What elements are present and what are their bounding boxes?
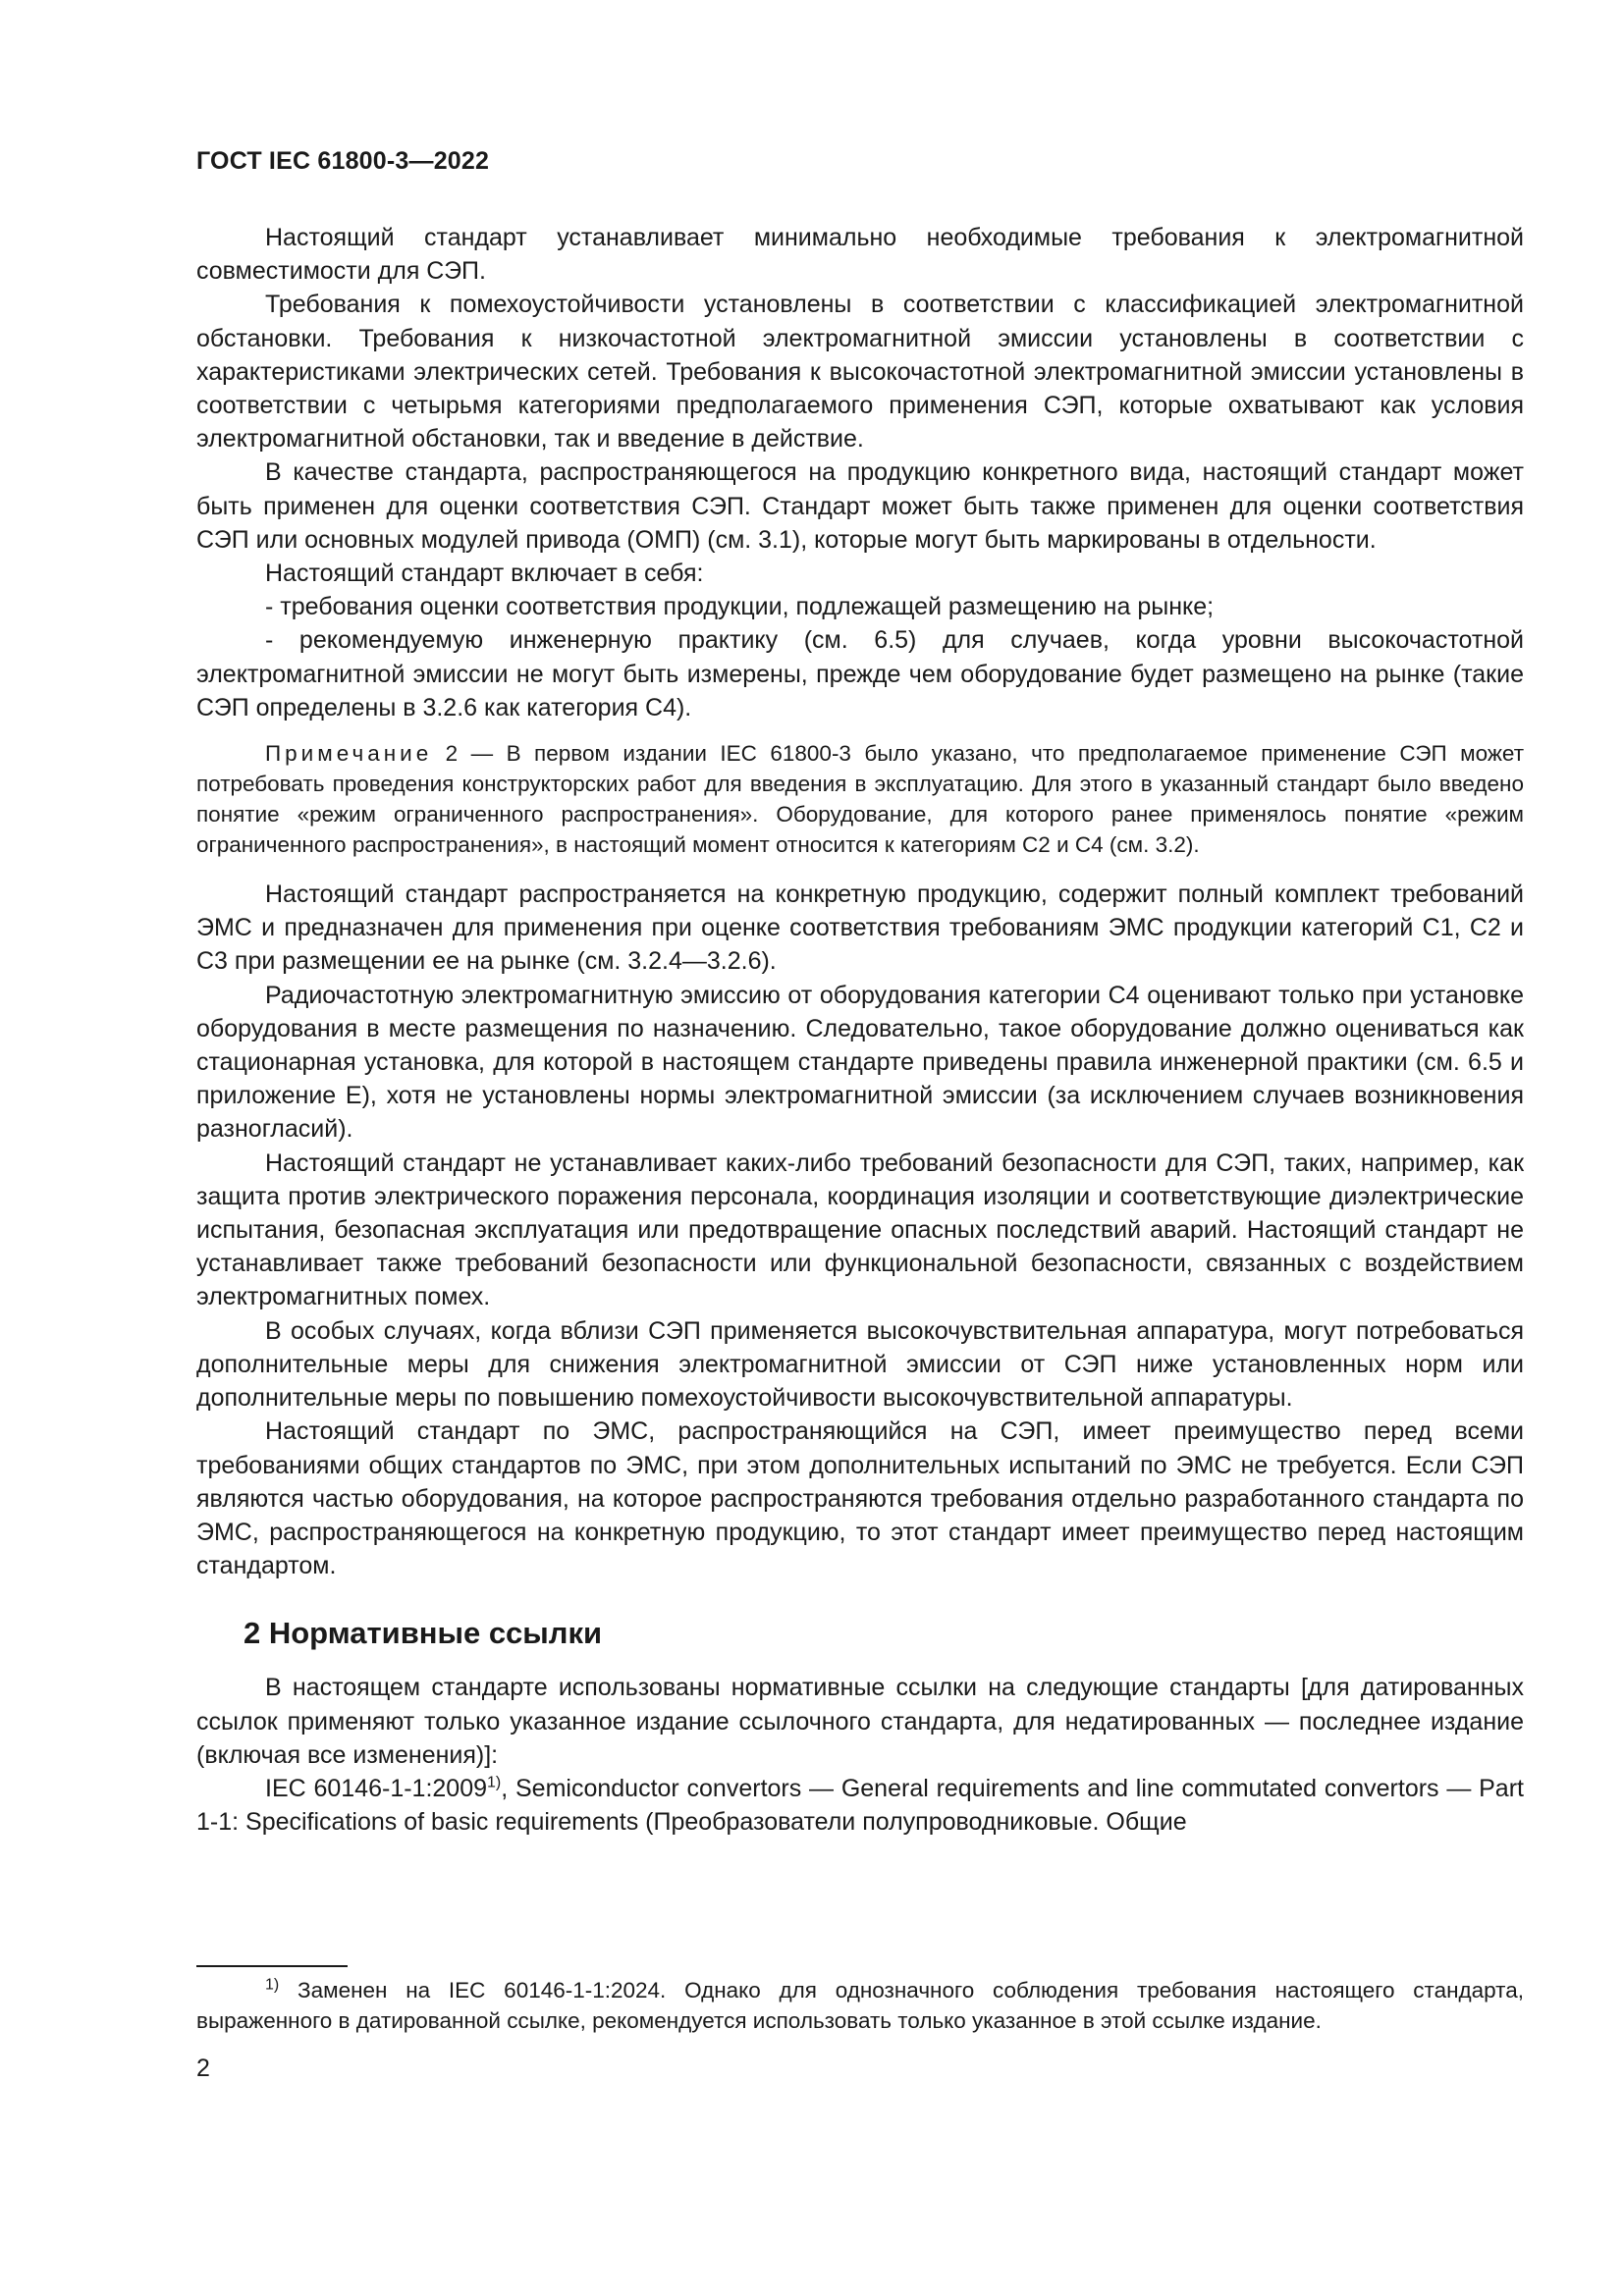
- document-header: ГОСТ IEC 61800-3—2022: [196, 147, 490, 175]
- footnote-divider: [196, 1965, 348, 1967]
- paragraph: Настоящий стандарт устанавливает минимально необходимые требования к электромагнитной совместимости для СЭП.: [196, 224, 1524, 286]
- paragraph: Настоящий стандарт включает в себя:: [265, 560, 704, 588]
- paragraph: Настоящий стандарт по ЭМС, распространяющийся на СЭП, имеет преимущество перед всеми требованиями общих стандартов по ЭМС, при этом дополнительных испытаний по ЭМС не требуется. Если СЭП являются частью оборудования, на которое распространяются требования отдельно разработанного стандарта по ЭМС, распространяющегося на конкретную продукцию, то этот стандарт имеет преимущество перед настоящим стандартом.: [196, 1417, 1524, 1580]
- paragraph: Настоящий стандарт распространяется на конкретную продукцию, содержит полный комплект требований ЭМС и предназначен для применения при оценке соответствия требованиям ЭМС продукции категорий С1, С2 и С3 при размещении ее на рынке (см. 3.2.4—3.2.6).: [196, 881, 1524, 976]
- reference-code: IEC 60146-1-1:2009: [265, 1774, 488, 1802]
- list-item: - требования оценки соответствия продукции, подлежащей размещению на рынке;: [265, 593, 1215, 621]
- paragraph: Радиочастотную электромагнитную эмиссию от оборудования категории С4 оценивают только при установке оборудования в месте размещения по назначению. Следовательно, такое оборудование должно оцениваться как стационарная установка, для которой в настоящем стандарте приведены правила инженерной практики (см. 6.5 и приложение Е), хотя не установлены нормы электромагнитной эмиссии (за исключением случаев возникновения разногласий).: [196, 981, 1524, 1144]
- note-label: Примечание: [265, 741, 433, 767]
- footnote-text: Заменен на IEC 60146-1-1:2024. Однако для однозначного соблюдения требования настоящего стандарта, выраженного в датированной ссылке, рекомендуется использовать только указанное в этой ссылке издание.: [196, 1978, 1524, 2033]
- paragraph: В настоящем стандарте использованы нормативные ссылки на следующие стандарты [для датированных ссылок применяют только указанное издание ссылочного стандарта, для недатированных — последнее издание (включая все изменения)]:: [196, 1674, 1524, 1769]
- paragraph: Настоящий стандарт не устанавливает каких-либо требований безопасности для СЭП, таких, например, как защита против электрического поражения персонала, координация изоляции и соответствующие диэлектрические испытания, безопасная эксплуатация или предотвращение опасных последствий аварий. Настоящий стандарт не устанавливает также требований безопасности или функциональной безопасности, связанных с воздействием электромагнитных помех.: [196, 1148, 1524, 1311]
- paragraph: В особых случаях, когда вблизи СЭП применяется высокочувствительная аппаратура, могут потребоваться дополнительные меры для снижения электромагнитной эмиссии от СЭП ниже установленных норм или дополнительные меры по повышению помехоустойчивости высокочувствительной аппаратуры.: [196, 1316, 1524, 1413]
- reference-entry: [196, 1772, 1524, 1839]
- section-heading: 2 Нормативные ссылки: [244, 1616, 603, 1651]
- footnote-mark[interactable]: 1): [487, 1774, 502, 1791]
- normative-references: [196, 1671, 1524, 1839]
- note: [196, 738, 1524, 860]
- page-content: [196, 147, 1524, 1839]
- paragraph: Требования к помехоустойчивости установлены в соответствии с классификацией электромагнитной обстановки. Требования к низкочастотной электромагнитной эмиссии установлены в соответствии с характеристиками электрических сетей. Требования к высокочастотной электромагнитной эмиссии установлены в соответствии с четырьмя категориями предполагаемого применения СЭП, которые охватывают как условия электромагнитной обстановки, так и введение в действие.: [196, 291, 1524, 454]
- scope-text: [196, 221, 1524, 724]
- footnote-number: 1): [265, 1976, 280, 1994]
- page-number: 2: [196, 2055, 210, 2082]
- scope-text-continued: [196, 878, 1524, 1582]
- paragraph: В качестве стандарта, распространяющегося на продукцию конкретного вида, настоящий стандарт может быть применен для оценки соответствия СЭП. Стандарт может быть также применен для оценки соответствия СЭП или основных модулей привода (ОМП) (см. 3.1), которые могут быть маркированы в отдельности.: [196, 458, 1524, 554]
- footnote: [196, 1975, 1524, 2036]
- list-item: - рекомендуемую инженерную практику (см. 6.5) для случаев, когда уровни высокочастотной электромагнитной эмиссии не могут быть измерены, прежде чем оборудование будет размещено на рынке (такие СЭП определены в 3.2.6 как категория С4).: [196, 626, 1524, 721]
- note-text: 2 — В первом издании IEC 61800-3 было указано, что предполагаемое применение СЭП может потребовать проведения конструкторских работ для введения в эксплуатацию. Для этого в указанный стандарт было введено понятие «режим ограниченного распространения». Оборудование, для которого ранее применялось понятие «режим ограниченного распространения», в настоящий момент относится к категориям С2 и С4 (см. 3.2).: [196, 741, 1524, 858]
- reference-text: , Semiconductor convertors — General requirements and line commutated convertors — Part 1-1: Specifications of basic requirements (Преобразователи полупроводниковые. Общие: [196, 1774, 1524, 1837]
